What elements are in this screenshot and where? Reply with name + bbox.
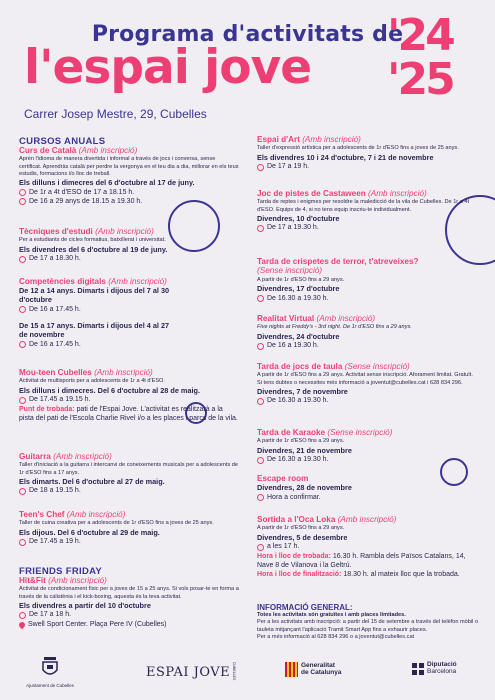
event-title: Curs de Català [19,146,77,155]
event-dates: Els divendres 10 i 24 d'octubre, 7 i 21 de novembre [257,152,434,162]
diputacio-label-2: Barcelona [427,667,457,675]
section-friends-friday: FRIENDS FRIDAY [19,566,103,577]
clock-icon [257,457,264,464]
event-dates: Els divendres del 6 d'octubre al 19 de juny. [19,244,168,254]
event-desc: Per a estudiants de cicles formatius, batxillerat i universitat. [19,237,166,244]
clock-icon [257,225,264,232]
event-dates: Divendres, 7 de novembre [257,386,348,396]
event-jocs-taula [257,362,477,406]
page-main-title: l'espai jove [24,40,312,95]
diputacio-logo [412,662,457,676]
event-time: De 16 a 17.45 h. [29,340,81,348]
event-title: Tarda de crispetes de terror, t'atreveixes? [257,257,419,266]
logos-bar [0,650,495,700]
event-tag: (Sense inscripció) [344,362,410,371]
address: Carrer Josep Mestre, 29, Cubelles [24,107,207,121]
generalitat-label-1: Generalitat [301,661,335,669]
event-title: Tècniques d'estudi [19,227,93,236]
diputacio-label-1: Diputació [427,661,457,668]
generalitat-label-2: de Catalunya [301,668,342,676]
clock-icon [19,397,26,404]
event-tecniques-estudi [19,227,239,264]
location-pin-icon [18,620,26,628]
general-info-line2: Per a les activitats amb inscripció: a partir del 15 de setembre a través del telèfon mòbil o tauleta mitjançant l'aplicació Tramit Smart App fins a exhaurir places. [257,619,479,633]
event-tag: (Amb inscripció) [94,368,153,377]
event-time: De 16.30 a 19.30 h. [267,456,329,464]
event-desc: Aprèn l'idioma de manera divertida i informal a través de jocs i conversa, sense certificat. Aprendràs català per perdre la vergonya en el teu dia a dia, millorar en els teus estudis, formacions i/o lloc de treball. [19,156,239,177]
event-dates: Divendres, 10 d'octubre [257,213,340,223]
event-title: Escape room [257,474,309,483]
event-time: De 16 a 19.30 h. [267,342,319,350]
event-competencies-digitals [19,277,174,349]
event-location: Swell Sport Center. Plaça Pere IV (Cubelles) [28,620,167,628]
event-tag: (Amb inscripció) [108,277,167,286]
clock-icon [19,341,26,348]
event-desc: Five nights at Freddy's - 3rd night. De 1r d'ESO fins a 29 anys. [257,324,412,331]
event-desc: Taller d'iniciació a la guitarra i intercanvi de coneixements musicals per a adolescents de 1r d'ESO fins a 17 anys. [19,462,239,476]
end-point-label: Hora i lloc de finalització: [257,570,342,578]
event-escape-room [257,474,477,503]
event-dates: De 12 a 14 anys. Dimarts i dijous del 7 al 30 d'octubre [19,286,170,305]
event-title: Competències digitals [19,277,106,286]
event-teens-chef [19,510,239,547]
clock-icon [257,343,264,350]
event-time: Hora a confirmar. [267,494,321,502]
clock-icon [257,398,264,405]
clock-icon [257,494,264,501]
event-mou-teen [19,368,239,423]
event-dates: Els dilluns i dimecres del 6 d'octubre al 17 de juny. [19,177,195,187]
year-badge [385,10,470,106]
event-time: De 16.30 a 19.30 h. [267,397,329,405]
event-tag: (Amb inscripció) [368,189,427,198]
event-title: Joc de pistes de Castaween [257,189,366,198]
event-tag: (Amb inscripció) [66,510,126,519]
event-tag: (Amb inscripció) [337,515,397,524]
general-info-line1: Totes les activitats són gratuïtes i amb places limitades. [257,612,406,618]
event-espai-art [257,135,477,172]
event-dates: Divendres, 28 de novembre [257,483,352,493]
event-title: Guitarra [19,452,51,461]
meeting-point-label: Punt de trobada: [19,405,75,413]
clock-icon [19,539,26,546]
event-desc: A partir de 1r d'ESO fins a 29 anys. Activitat sense inscripció. Aforament limitat. Gratuït. Si tens dubtes o necessites més informació a joventut@cubelles.cat i 628 834 296. [257,372,473,386]
generalitat-icon [285,662,298,677]
event-tag: (Amb inscripció) [53,452,112,461]
event-realitat-virtual [257,314,477,351]
crest-icon [41,656,59,678]
general-info-line3: Per a més informació al 628 834 296 o a joventut@cubelles.cat [257,633,415,640]
espai-jove-logo [146,662,236,680]
event-hit-fit [19,576,239,629]
clock-icon [19,256,26,263]
event-title: Sortida a l'Oca Loka [257,515,336,524]
event-dates: Els dimarts. Del 6 d'octubre al 27 de maig. [19,476,165,486]
event-title: Teen's Chef [19,510,65,519]
page-title: Programa d'activitats de [91,22,404,47]
event-desc: Tarda de reptes i enigmes per resoldre la maledicció de la vila de Cubelles. De 1r a 4t d'ESO. Equips de 4, si no tens equip inscriu-te individualment. [257,199,470,213]
event-time: De 18 a 19.15 h. [29,487,81,495]
event-time: De 17 a 18.30 h. [29,255,81,263]
espai-jove-sub: CUBELLES [232,662,237,681]
event-dates: Els dilluns i dimecres. Del 6 d'octubre al 28 de maig. [19,385,200,395]
clock-icon [19,488,26,495]
clock-icon [19,612,26,619]
event-tag: (Sense inscripció) [327,428,393,437]
event-tag: (Amb inscripció) [48,576,107,585]
event-castaween [257,189,477,233]
event-dates: Divendres, 24 d'octubre [257,331,340,341]
event-time: De 16 a 29 anys de 18.15 a 19.30 h. [29,198,143,206]
event-desc: A partir de 1r d'ESO fins a 29 anys. [257,438,345,445]
event-dates-2: De 15 a 17 anys. Dimarts i dijous del 4 al 27 de novembre [19,321,170,340]
event-desc: Taller d'expressió artística per a adolescents de 1r d'ESO fins a joves de 25 anys. [257,145,459,152]
event-karaoke [257,428,477,465]
clock-icon [19,306,26,313]
event-dates: Divendres, 17 d'octubre [257,284,340,293]
clock-icon [257,164,264,171]
event-time: a les 17 h. [267,543,300,551]
event-time: De 17 a 18 h. [29,611,72,619]
event-guitarra [19,452,239,496]
event-tag: (Amb inscripció) [78,146,138,155]
meeting-point-text: pati de l'Espai Jove. L'activitat es realitzarà a la pista del pati de l'Escola Charlie Rivel i/o a les places i parcs de la vila. [19,405,238,422]
ajuntament-logo [24,656,76,688]
event-title: Hit&Fit [19,576,46,585]
event-desc: Activitat de multisports per a adolescents de 1r a 4t d'ESO. [19,378,165,385]
year-badge-bottom: '25 [387,54,453,105]
event-title: Tarda de Karaoke [257,428,326,437]
event-title: Realitat Virtual [257,314,315,323]
clock-icon [257,295,264,302]
generalitat-logo [285,662,341,677]
event-curs-catala [19,146,239,207]
end-point-text: 18.30 h. al mateix lloc que la trobada. [343,570,460,578]
event-time: De 17 a 19 h. [267,163,310,171]
year-badge-top: '24 [387,10,453,61]
event-dates: Els dijous. Del 6 d'octubre al 29 de maig. [19,527,160,537]
clock-icon [257,544,264,551]
event-desc: Taller de cuina creativa per a adolescents de 1r d'ESO fins a joves de 25 anys. [19,520,214,527]
event-desc: A partir de 1r d'ESO fins a 29 anys. [257,276,345,283]
meeting-point-text: 16.30 h. Rambla dels Països Catalans, 14, Nave 8 de Vilanova i la Geltrú. [257,552,466,569]
event-tag: (Amb inscripció) [95,227,154,236]
event-dates: Divendres, 21 de novembre [257,445,352,455]
clock-icon [19,189,26,196]
event-desc: Activitat de condicionament físic per a joves de 15 a 25 anys. Si vols posar-te en forma a través de la calistènia i el kick-boxing, aquesta és la teva activitat. [19,586,239,600]
general-info [257,603,482,641]
event-title: Espai d'Art [257,135,300,144]
diputacio-icon [412,663,424,675]
event-time: De 17.45 a 19.15 h. [29,396,91,404]
event-dates: Divendres, 5 de desembre [257,532,348,542]
event-dates: Els divendres a partir del 10 d'octubre [19,600,151,610]
meeting-point-label: Hora i lloc de trobada: [257,552,331,560]
event-tag: (Sense inscripció) [257,266,323,276]
clock-icon [19,198,26,205]
event-tag: (Amb inscripció) [316,314,376,323]
event-title: Tarda de jocs de taula [257,362,343,371]
event-time: De 1r a 4t d'ESO de 17 a 18.15 h. [29,188,135,196]
event-desc: A partir de 1r d'ESO fins a 29 anys. [257,525,345,532]
event-tag: (Amb inscripció) [302,135,361,144]
general-info-title: INFORMACIÓ GENERAL: [257,603,353,612]
event-time: De 17.45 a 19 h. [29,538,81,546]
ajuntament-label: Ajuntament de Cubelles [26,683,74,688]
event-time: De 16 a 17.45 h. [29,305,81,313]
event-time: De 16.30 a 19.30 h. [267,294,329,302]
event-time: De 17 a 19.30 h. [267,224,319,232]
espai-jove-label: ESPAI JOVE [146,665,231,681]
section-cursos-anuals: CURSOS ANUALS [19,136,106,147]
event-crispetes-terror [257,257,442,303]
event-title: Mou-teen Cubelles [19,368,92,377]
event-oca-loka [257,515,477,579]
